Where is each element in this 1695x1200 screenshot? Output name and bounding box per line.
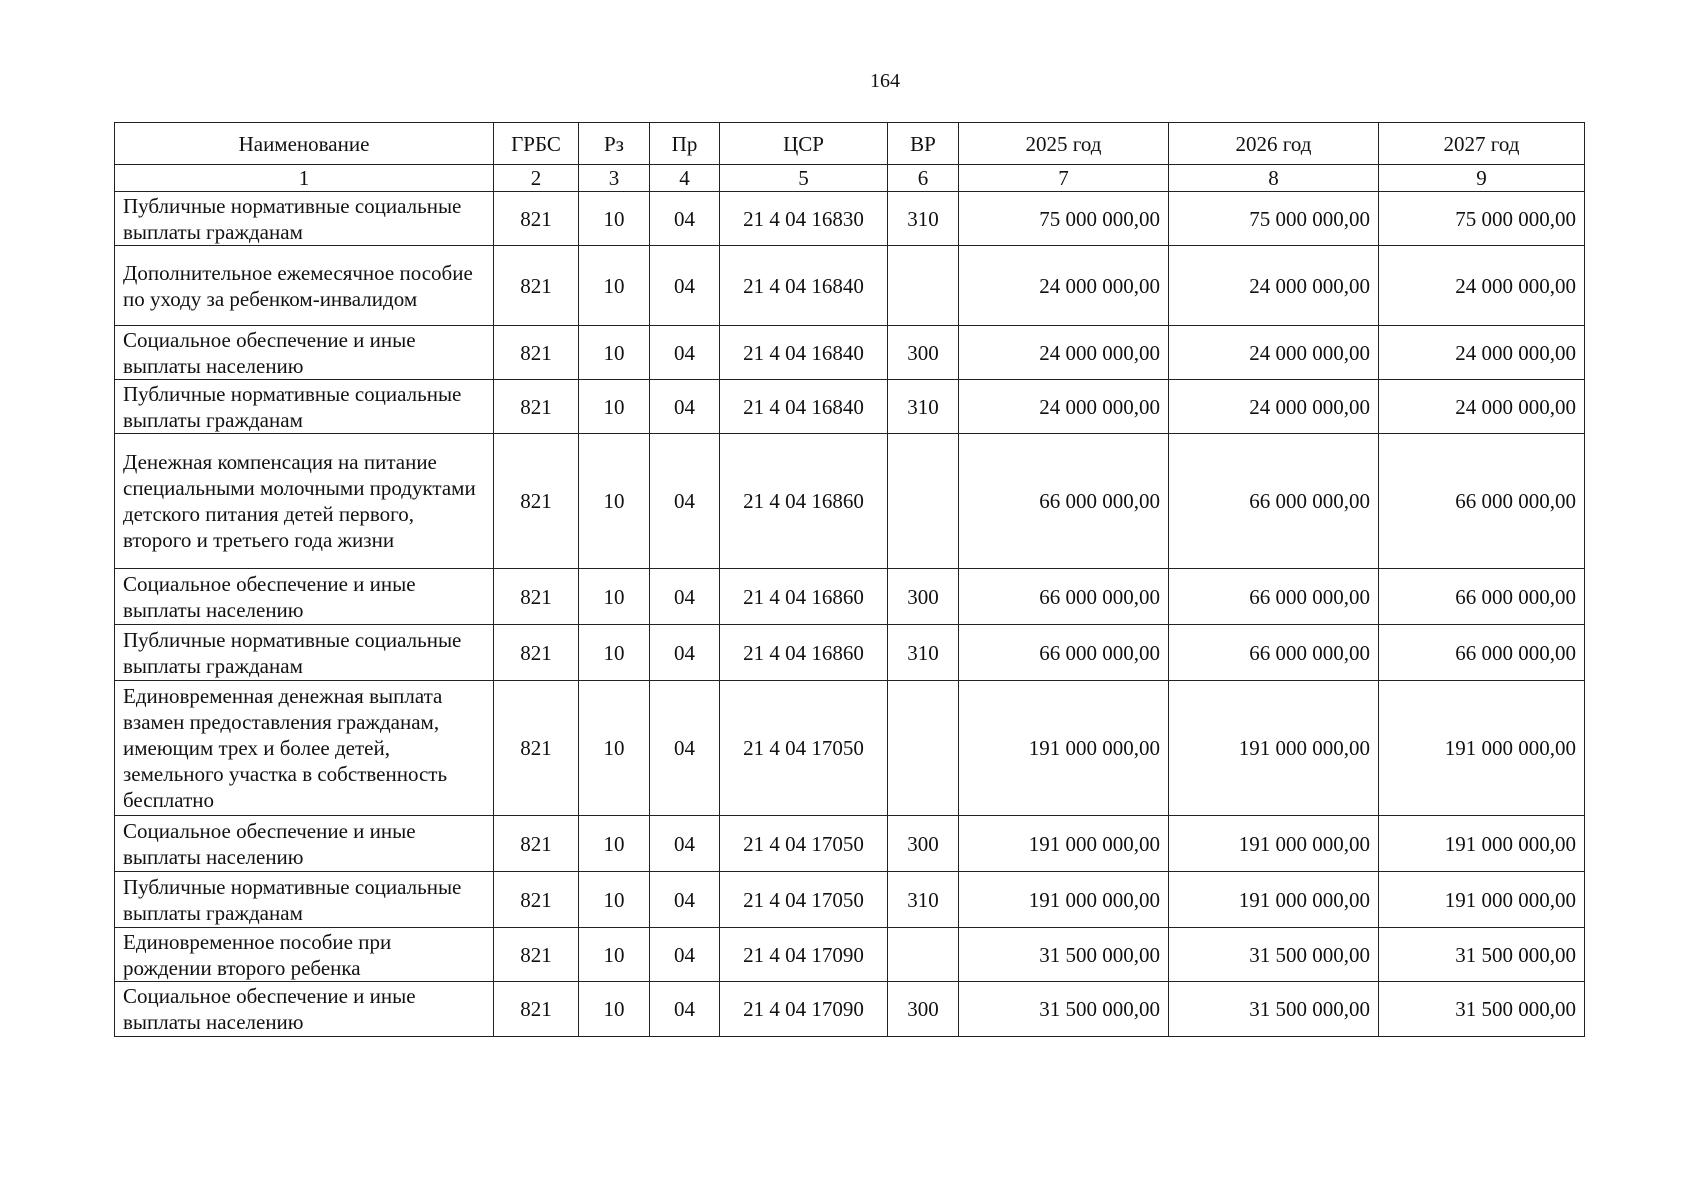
row-vr: 300	[888, 816, 959, 872]
row-amount-2026: 191 000 000,00	[1169, 681, 1379, 816]
row-csr: 21 4 04 16840	[720, 380, 888, 434]
row-amount-2026: 31 500 000,00	[1169, 982, 1379, 1037]
row-grbs: 821	[494, 625, 579, 681]
column-header-name: Наименование	[115, 123, 494, 165]
row-csr: 21 4 04 16860	[720, 434, 888, 569]
row-csr: 21 4 04 16840	[720, 246, 888, 326]
row-rz: 10	[579, 681, 650, 816]
column-number: 8	[1169, 165, 1379, 192]
row-vr	[888, 246, 959, 326]
column-number: 9	[1379, 165, 1585, 192]
row-vr: 300	[888, 982, 959, 1037]
column-number: 3	[579, 165, 650, 192]
row-amount-2027: 191 000 000,00	[1379, 872, 1585, 928]
row-amount-2026: 66 000 000,00	[1169, 434, 1379, 569]
row-amount-2027: 31 500 000,00	[1379, 928, 1585, 982]
column-number: 1	[115, 165, 494, 192]
row-amount-2026: 24 000 000,00	[1169, 380, 1379, 434]
row-amount-2027: 24 000 000,00	[1379, 326, 1585, 380]
row-amount-2027: 66 000 000,00	[1379, 569, 1585, 625]
row-rz: 10	[579, 192, 650, 246]
row-vr: 310	[888, 625, 959, 681]
row-amount-2026: 24 000 000,00	[1169, 326, 1379, 380]
row-grbs: 821	[494, 982, 579, 1037]
row-pr: 04	[650, 681, 720, 816]
column-header-2027: 2027 год	[1379, 123, 1585, 165]
row-amount-2026: 24 000 000,00	[1169, 246, 1379, 326]
row-amount-2026: 66 000 000,00	[1169, 569, 1379, 625]
row-name: Публичные нормативные социальные выплаты гражданам	[115, 625, 494, 681]
row-csr: 21 4 04 17090	[720, 928, 888, 982]
column-number: 6	[888, 165, 959, 192]
row-amount-2025: 24 000 000,00	[959, 380, 1169, 434]
row-rz: 10	[579, 928, 650, 982]
row-grbs: 821	[494, 326, 579, 380]
row-vr: 300	[888, 569, 959, 625]
row-name: Социальное обеспечение и иные выплаты населению	[115, 326, 494, 380]
column-header-vr: ВР	[888, 123, 959, 165]
row-amount-2027: 66 000 000,00	[1379, 434, 1585, 569]
table-row	[115, 816, 1585, 872]
row-pr: 04	[650, 380, 720, 434]
row-amount-2027: 31 500 000,00	[1379, 982, 1585, 1037]
row-amount-2025: 191 000 000,00	[959, 872, 1169, 928]
row-csr: 21 4 04 16860	[720, 569, 888, 625]
row-amount-2027: 24 000 000,00	[1379, 246, 1585, 326]
table-row	[115, 246, 1585, 326]
row-vr	[888, 434, 959, 569]
row-amount-2025: 191 000 000,00	[959, 816, 1169, 872]
row-grbs: 821	[494, 380, 579, 434]
column-header-2025: 2025 год	[959, 123, 1169, 165]
row-rz: 10	[579, 569, 650, 625]
row-amount-2026: 191 000 000,00	[1169, 816, 1379, 872]
column-number-row	[115, 165, 1585, 192]
row-name: Социальное обеспечение и иные выплаты населению	[115, 569, 494, 625]
row-amount-2025: 75 000 000,00	[959, 192, 1169, 246]
row-pr: 04	[650, 246, 720, 326]
row-amount-2027: 75 000 000,00	[1379, 192, 1585, 246]
row-name: Социальное обеспечение и иные выплаты населению	[115, 816, 494, 872]
row-amount-2025: 66 000 000,00	[959, 434, 1169, 569]
row-csr: 21 4 04 17050	[720, 681, 888, 816]
row-rz: 10	[579, 625, 650, 681]
table-row	[115, 872, 1585, 928]
row-amount-2025: 31 500 000,00	[959, 982, 1169, 1037]
row-rz: 10	[579, 816, 650, 872]
row-amount-2025: 66 000 000,00	[959, 569, 1169, 625]
row-csr: 21 4 04 16860	[720, 625, 888, 681]
row-vr	[888, 681, 959, 816]
row-rz: 10	[579, 246, 650, 326]
row-csr: 21 4 04 16840	[720, 326, 888, 380]
table-row	[115, 625, 1585, 681]
row-grbs: 821	[494, 816, 579, 872]
table-row	[115, 434, 1585, 569]
row-name: Публичные нормативные социальные выплаты гражданам	[115, 380, 494, 434]
row-amount-2026: 75 000 000,00	[1169, 192, 1379, 246]
row-name: Дополнительное ежемесячное пособие по уходу за ребенком-инвалидом	[115, 246, 494, 326]
row-grbs: 821	[494, 434, 579, 569]
row-name: Денежная компенсация на питание специальными молочными продуктами детского питания детей первого, второго и третьего года жизни	[115, 434, 494, 569]
column-header-rz: Рз	[579, 123, 650, 165]
row-amount-2025: 66 000 000,00	[959, 625, 1169, 681]
row-vr: 310	[888, 192, 959, 246]
row-pr: 04	[650, 872, 720, 928]
row-rz: 10	[579, 982, 650, 1037]
row-grbs: 821	[494, 872, 579, 928]
table-row	[115, 982, 1585, 1037]
column-number: 4	[650, 165, 720, 192]
row-amount-2025: 24 000 000,00	[959, 246, 1169, 326]
column-header-2026: 2026 год	[1169, 123, 1379, 165]
table-row	[115, 192, 1585, 246]
row-grbs: 821	[494, 246, 579, 326]
row-pr: 04	[650, 816, 720, 872]
row-csr: 21 4 04 17050	[720, 816, 888, 872]
row-pr: 04	[650, 625, 720, 681]
row-amount-2026: 191 000 000,00	[1169, 872, 1379, 928]
row-pr: 04	[650, 982, 720, 1037]
row-pr: 04	[650, 434, 720, 569]
header-row	[115, 123, 1585, 165]
row-amount-2027: 191 000 000,00	[1379, 681, 1585, 816]
table-row	[115, 681, 1585, 816]
row-rz: 10	[579, 380, 650, 434]
row-amount-2026: 66 000 000,00	[1169, 625, 1379, 681]
row-amount-2025: 191 000 000,00	[959, 681, 1169, 816]
row-name: Публичные нормативные социальные выплаты гражданам	[115, 872, 494, 928]
row-amount-2026: 31 500 000,00	[1169, 928, 1379, 982]
row-grbs: 821	[494, 681, 579, 816]
row-pr: 04	[650, 569, 720, 625]
page-number: 164	[870, 70, 900, 92]
row-amount-2027: 66 000 000,00	[1379, 625, 1585, 681]
table-row	[115, 380, 1585, 434]
row-amount-2025: 31 500 000,00	[959, 928, 1169, 982]
row-grbs: 821	[494, 192, 579, 246]
row-rz: 10	[579, 872, 650, 928]
row-grbs: 821	[494, 928, 579, 982]
row-vr: 310	[888, 872, 959, 928]
table-row	[115, 928, 1585, 982]
row-pr: 04	[650, 192, 720, 246]
row-csr: 21 4 04 17050	[720, 872, 888, 928]
row-name: Публичные нормативные социальные выплаты гражданам	[115, 192, 494, 246]
row-vr	[888, 928, 959, 982]
row-csr: 21 4 04 17090	[720, 982, 888, 1037]
row-vr: 300	[888, 326, 959, 380]
row-name: Социальное обеспечение и иные выплаты населению	[115, 982, 494, 1037]
column-number: 5	[720, 165, 888, 192]
row-pr: 04	[650, 928, 720, 982]
column-header-pr: Пр	[650, 123, 720, 165]
row-grbs: 821	[494, 569, 579, 625]
row-amount-2025: 24 000 000,00	[959, 326, 1169, 380]
row-pr: 04	[650, 326, 720, 380]
column-header-grbs: ГРБС	[494, 123, 579, 165]
row-csr: 21 4 04 16830	[720, 192, 888, 246]
column-number: 7	[959, 165, 1169, 192]
table-row	[115, 326, 1585, 380]
row-amount-2027: 191 000 000,00	[1379, 816, 1585, 872]
row-name: Единовременное пособие при рождении второго ребенка	[115, 928, 494, 982]
column-header-csr: ЦСР	[720, 123, 888, 165]
column-number: 2	[494, 165, 579, 192]
row-amount-2027: 24 000 000,00	[1379, 380, 1585, 434]
row-vr: 310	[888, 380, 959, 434]
row-rz: 10	[579, 434, 650, 569]
budget-table	[114, 122, 1585, 1037]
table-row	[115, 569, 1585, 625]
row-rz: 10	[579, 326, 650, 380]
row-name: Единовременная денежная выплата взамен предоставления гражданам, имеющим трех и более детей, земельного участка в собственность бесплатно	[115, 681, 494, 816]
